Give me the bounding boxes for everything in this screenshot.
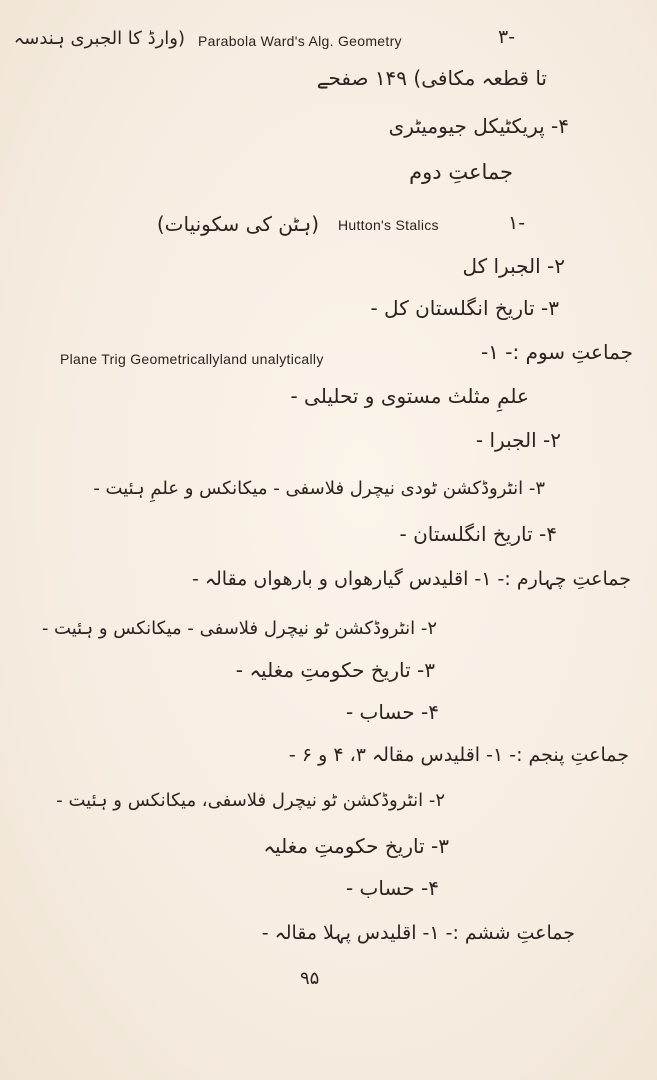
section-heading: جماعتِ ششم :- ۱- اقلیدس پہلا مقالہ - [261, 922, 575, 944]
list-item: ۴- حساب - [345, 700, 439, 724]
list-item: ۲- انٹروڈکشن ٹو نیچرل فلاسفی، میکانکس و ہئیت - [56, 790, 445, 811]
list-item: ۳- تاریخ حکومتِ مغلیہ [263, 834, 449, 858]
text-line: علمِ مثلث مستوی و تحلیلی - [290, 384, 529, 408]
list-item: ۴- حساب - [345, 876, 439, 900]
list-item: ۴- تاریخ انگلستان - [399, 522, 557, 546]
section-heading: جماعتِ چہارم :- ۱- اقلیدس گیارھواں و بارھواں مقالہ - [191, 568, 631, 590]
list-item: ۲- انٹروڈکشن ٹو نیچرل فلاسفی - میکانکس و ہئیت - [41, 618, 437, 639]
list-item: ۲- الجبرا کل [462, 254, 565, 278]
english-title: Hutton's Stalics [338, 217, 439, 233]
list-item: ۳- انٹروڈکشن ٹودی نیچرل فلاسفی - میکانکس و علمِ ہئیت - [93, 478, 545, 499]
english-title: Plane Trig Geometricallyland unalytically [60, 351, 324, 367]
urdu-title: (وارڈ کا الجبری ہندسہ [13, 28, 185, 49]
list-item: ۳- تاریخ حکومتِ مغلیہ - [235, 658, 435, 682]
page-number: ۹۵ [300, 968, 320, 989]
list-item: ۴- پریکٹیکل جیومیٹری [388, 114, 569, 138]
list-item: ۲- الجبرا - [475, 428, 561, 452]
item-number: -۱ [508, 212, 526, 234]
section-heading: جماعتِ سوم :- ۱- [480, 340, 633, 364]
urdu-title: (ہٹن کی سکونیات) [156, 212, 319, 236]
section-heading: جماعتِ پنجم :- ۱- اقلیدس مقالہ ۳، ۴ و ۶ - [288, 744, 629, 766]
item-number: -۳ [498, 26, 516, 48]
list-item: ۳- تاریخ انگلستان کل - [370, 296, 559, 320]
text-line: تا قطعہ مکافی) ۱۴۹ صفحے [316, 66, 547, 90]
section-heading: جماعتِ دوم [409, 160, 513, 184]
english-title: Parabola Ward's Alg. Geometry [198, 33, 402, 49]
